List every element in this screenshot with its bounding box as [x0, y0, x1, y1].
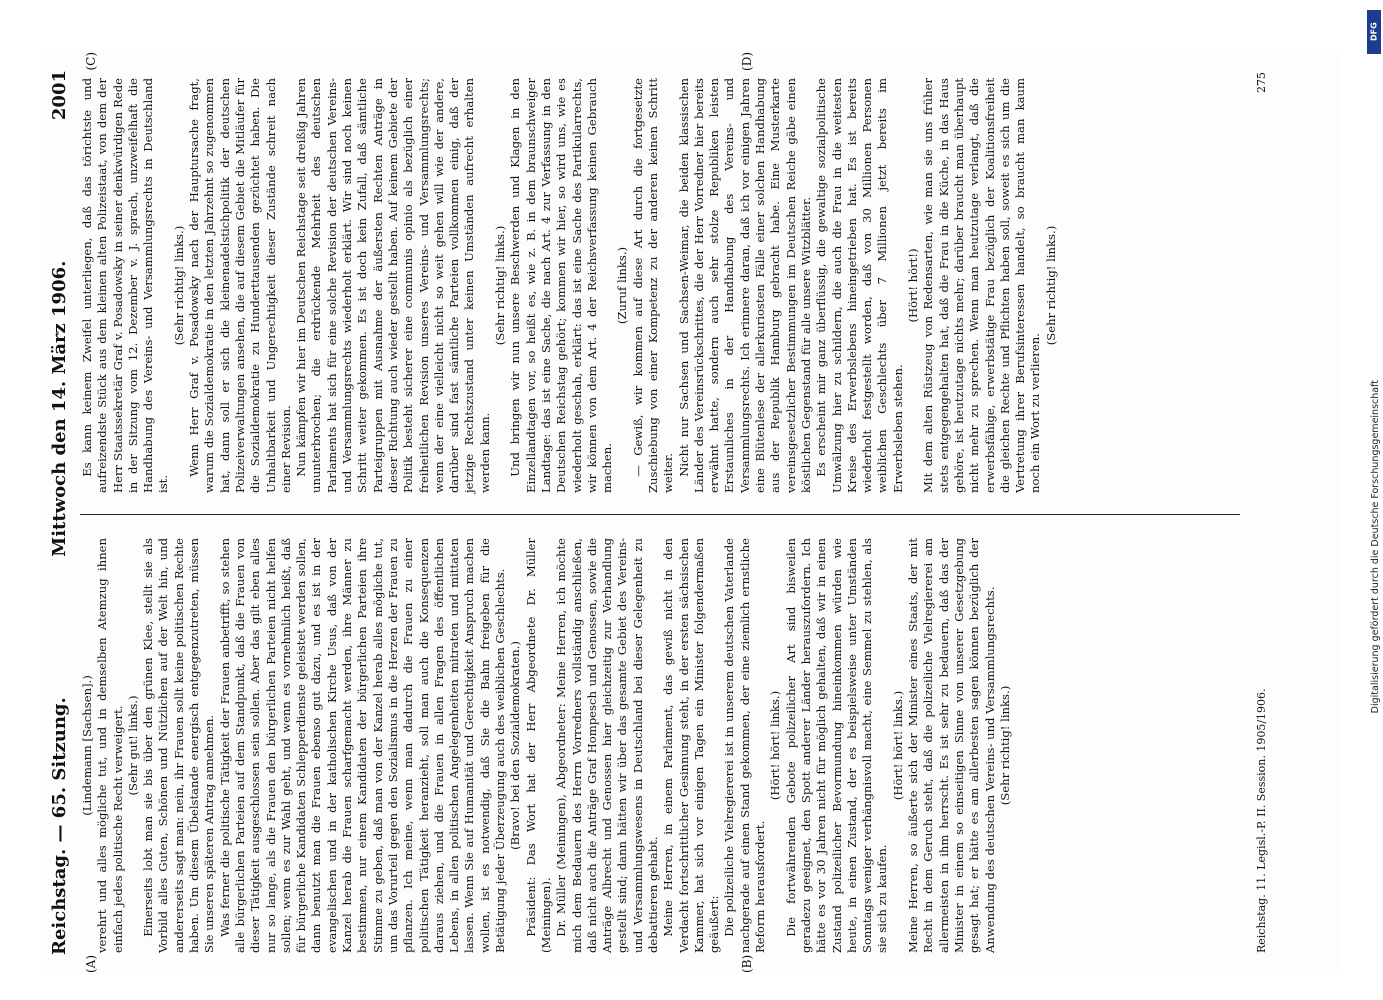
paragraph: (Zuruf links.): [615, 246, 630, 325]
paragraph: Die fortwährenden Gebote polizeilicher Art sind bisweilen geradezu geeignet, den Spott anderer Länder herauszufordern. Ich hätte es vor 30 Jahren nicht für möglich gehalten, daß wir in einen Zustand polizeilicher Bevormundung hineinkommen würden wie heute, in einen Zustand, der es beispielsweise unter Umständen Sonntags weniger verhängnisvoll macht, eine Semmel zu stehlen, als sie sich zu kaufen.: [783, 538, 890, 953]
footer-session-info: Reichstag. 11. Legisl.-P. II. Session. 1905/1906.: [1255, 688, 1268, 953]
footer-sheet-number: 275: [1255, 72, 1268, 93]
paragraph: verehrt und alles mögliche tut, und in demselben Atemzug ihnen einfach jedes politische Recht verweigert.: [95, 538, 125, 953]
paragraph: Es kann keinem Zweifel unterliegen, daß das törichtste und aufreizendste Stück aus dem kleinen alten Polizeistaat, von dem der Herr Staatssekretär Graf v. Posadowsky in seiner denkwürdigen Rede in der Sitzung vom 12. Dezember v. J. sprach, unzweifelhaft die Handhabung des Vereins- und Versammlungsrechts in Deutschland ist.: [80, 78, 171, 493]
paragraph: (Hört! hört! links.): [890, 690, 905, 801]
paragraph: (Hört! hört! links.): [768, 690, 783, 801]
paragraph: Wenn Herr Graf v. Posadowsky nach der Hauptursache fragt, warum die Sozialdemokratie in den letzten Jahrzehnt so zugenommen hat, dann soll er sich die kleinenadelstichpolitik der deutschen Polizeiverwaltungen ansehen, die auf diesem Gebiet die Mitläufer für die Sozialdemokratie zu Hunderttausenden gezüchtet haben. Die Unhaltbarkeit und Ungerechtigkeit dieser Zustände schreit nach einer Revision.: [187, 78, 293, 493]
scanned-page: [40, 50, 1340, 975]
paragraph: (Lindemann [Sachsen].): [80, 675, 94, 816]
paragraph: (Sehr richtig! links.): [171, 225, 186, 346]
paragraph: — Gewiß, wir kommen auf diese Art durch die fortgesetzte Zuschiebung von einer Kompetenz zu der anderen keinen Schritt weiter.: [630, 78, 676, 493]
paragraph: Nun kämpfen wir hier im Deutschen Reichstage seit dreißig Jahren ununterbrochen; die erdrückende Mehrheit des deutschen Parlaments hat sich für eine solche Revision der deutschen Vereins- und Versammlungsrechts wiederholt erklärt. Wir sind noch keinen Schritt weiter gekommen. Es ist doch kein Zufall, daß sämtliche Parteigruppen mit Ausnahme der äußersten Rechten Anträge in dieser Richtung auch wieder gestellt haben. Auf keinem Gebiete der Politik besteht sicherer eine communis opinio als bezüglich einer freiheitlichen Revision unseres Vereins- und Versammlungsrechts; wenn der eine vielleicht nicht so weit gehen will wie der andere, darüber sind fast sämtliche Parteien vollkommen einig, daß der jetzige Rechtszustand unter keinen Umständen aufrecht erhalten werden kann.: [294, 78, 492, 493]
header-page-number: 2001: [48, 70, 70, 121]
page-header: [44, 70, 74, 955]
right-text-column: [80, 78, 1059, 493]
left-text-column: [80, 538, 1013, 953]
paragraph: Meine Herren, so äußerte sich der Minister eines Staats, der mit Recht in dem Geruch steht, daß die polizeiliche Vielregiererei am allermeisten in ihm herrscht. Es ist sehr zu bedauern, daß das der Minister in einem so einseitigen Sinne von unserer Gesetzgebung gesagt hat; er hätte es am allerbesten sagen können bezüglich der Anwendung des deutschen Vereins- und Versammlungsrechts.: [906, 538, 997, 953]
paragraph: Es erscheint mir ganz überflüssig, die gewaltige sozialpolitische Umwälzung hier zu schildern, die auch die Frau in die weitesten Kreise des Erwerbslebens hineingetrieben hat. Es ist bereits wiederholt festgestellt worden, daß von 30 Millionen Personen weiblichen Geschlechts über 7 Millionen jetzt bereits im Erwerbsleben stehen.: [814, 78, 905, 493]
page-footer: [1255, 72, 1277, 953]
header-session: Reichstag. — 65. Sitzung.: [48, 697, 70, 955]
paragraph: (Sehr richtig! links.): [997, 685, 1012, 806]
paragraph: Dr. Müller (Meiningen), Abgeordneter: Meine Herren, ich möchte mich dem Bedauern des Herrn Vorredners vollständig anschließen, daß nicht auch die Anträge Graf Hompesch und Genossen, sowie die Anträge Albrecht und Genossen hier gleichzeitig zur Verhandlung gestellt sind; dann hätten wir über das gesamte Gebiet des Vereins- und Versammlungswesens in Deutschland bei dieser Gelegenheit zu debattieren gehabt.: [554, 538, 660, 953]
column-divider: [80, 514, 1240, 515]
paragraph: Und bringen wir nun unsere Beschwerden und Klagen in den Einzellandtagen vor, so heißt es, wie z. B. in dem braunschweiger Landtage: das ist eine Sache, die nach Art. 4 zur Verfassung in den Deutschen Reichstag gehört; kommen wir hier, so wird uns, wie es wiederholt geschah, erklärt: das ist eine Sache des Partikularrechts, wir können von dem Art. 4 der Reichsverfassung keinen Gebrauch machen.: [508, 78, 615, 493]
paragraph: (Sehr richtig! links.): [493, 225, 508, 346]
margin-mark-a: (A): [84, 954, 98, 973]
dfg-logo: DFG: [1367, 10, 1381, 54]
paragraph: (Sehr gut! links.): [125, 695, 140, 796]
paragraph: Meine Herren, in einem Parlament, das gewiß nicht in den Verdacht fortschrittlicher Gesinnung steht, in der ersten sächsischen Kammer, hat sich vor einigen Tagen ein Minister folgendermaßen geäußert:: [661, 538, 722, 953]
paragraph: (Bravo! bei den Sozialdemokraten.): [508, 641, 523, 850]
margin-mark-d: (D): [740, 52, 754, 71]
margin-mark-b: (B): [740, 954, 754, 973]
paragraph: Die polizeiliche Vielregiererei ist in unserem deutschen Vaterlande nachgerade auf einen Stand gekommen, der eine ziemlich ernstliche Reform herausfordert.: [722, 538, 768, 953]
paragraph: Einerseits lobt man sie bis über den grünen Klee, stellt sie als Vorbild alles Guten, Schönen und Nützlichen auf der Welt hin, und andererseits sagt man: nein, ihr Frauen sollt keine politischen Rechte haben. Um diesem Übelstande energisch entgegenzutreten, müssen Sie unseren späteren Antrag annehmen.: [141, 538, 217, 953]
digitization-strip: [1367, 0, 1381, 1000]
paragraph: (Hört! hört!): [906, 248, 921, 323]
digitization-credit: Digitalisierung gefördert durch die Deutsche Forschungsgemeinschaft: [1370, 380, 1381, 714]
paragraph: Präsident: Das Wort hat der Herr Abgeordnete Dr. Müller (Meiningen).: [523, 538, 553, 953]
rotated-page-content: [40, 50, 1340, 975]
paragraph: Nicht nur Sachsen und Sachsen-Weimar, die beiden klassischen Länder des Vereinsrückschrittes, die der Herr Vorredner hier bereits erwähnt hatte, sondern auch sehr stolze Republiken leisten Erstaunliches in der Handhabung des Vereins- und Versammlungsrechts. Ich erinnere daran, daß ich vor einigen Jahren eine Blütenlese der allerkuriosten Fälle einer solchen Handhabung aus der Republik Hamburg gebracht habe. Eine Musterkarte vereinsgesetzlicher Bestimmungen im Deutschen Reiche gäbe einen köstlichen Gegenstand für alle unsere Witzblätter.: [676, 78, 813, 493]
margin-mark-c: (C): [84, 52, 98, 71]
header-date: Mittwoch den 14. März 1906.: [48, 260, 70, 557]
paragraph: Was ferner die politische Tätigkeit der Frauen anbetrifft, so stehen alle bürgerlichen Parteien auf dem Standpunkt, daß die Frauen von dieser Tätigkeit ausgeschlossen sein sollen. Aber das gilt eben alles nur so lange, als die Frauen den bürgerlichen Parteien nicht helfen sollen; wenn es zur Wahl geht, und wenn es vornehmlich heißt, daß für bürgerliche Kandidaten Schlepperdienste geleistet werden sollen, dann benutzt man die Frauen ebenso gut dazu, und es ist in der evangelischen und in der katholischen Kirche Usus, daß von der Kanzel herab die Frauen scharfgemacht werden, ihre Männer zu bestimmen, nur einem Kandidaten der bürgerlichen Parteien ihre Stimme zu geben, daß man von der Kanzel herab alles mögliche tut, um das Vorurteil gegen den Sozialismus in die Herzen der Frauen zu pflanzen. Ich meine, wenn man dadurch die Frauen zu einer politischen Tätigkeit heranzieht, soll man auch die Konsequenzen daraus ziehen, und die Frauen in allen Fragen des öffentlichen Lebens, in allen politischen Angelegenheiten mitraten und mittaten lassen. Wenn Sie auf Humanität und Gerechtigkeit Anspruch machen wollen, ist es notwendig, daß Sie die Bahn freigeben für die Betätigung jeder Überzeugung auch des weiblichen Geschlechts.: [217, 538, 508, 953]
paragraph: (Sehr richtig! links.): [1043, 225, 1058, 346]
paragraph: Mit dem alten Rüstzeug von Redensarten, wie man sie uns früher stets entgegengehalten hat, daß die Frau in die Küche, in das Haus gehöre, ist heutzutage nichts mehr; darüber braucht man überhaupt nicht mehr zu sprechen. Wenn man heutzutage verlangt, daß die erwerbsfähige, erwerbstätige Frau bezüglich der Koalitionsfreiheit die gleichen Rechte und Pflichten haben soll, soweit es sich um die Vertretung ihrer Berufsinteressen handelt, so braucht man kaum noch ein Wort zu verlieren.: [921, 78, 1043, 493]
